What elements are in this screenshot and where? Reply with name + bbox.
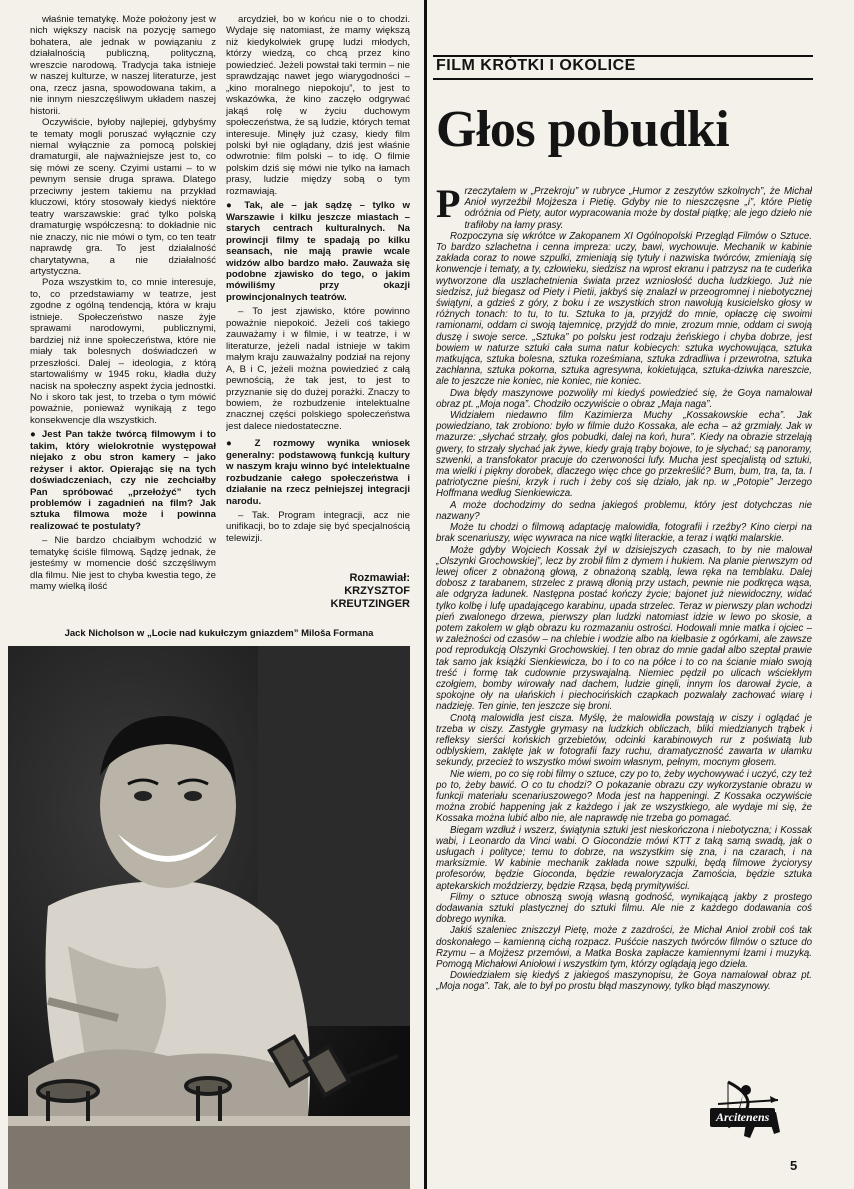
interview-answer — [226, 14, 410, 197]
logo-text: Arcitenens — [710, 1108, 775, 1127]
interview-answer — [30, 117, 216, 277]
paragraph-text: Jest Pan także twórcą filmowym i to takim, który wielokrotnie występował niejako z obu stron kamery – jako reżyser i aktor. Opierając się na tych doświadczeniach, czy nie zechciałby Pan spróbować „przełożyć” tych problemów i zagadnień na film? Jak sztuka filmowa może i powinna realizować te postulaty? — [30, 429, 216, 532]
article-paragraph: Nie wiem, po co się robi filmy o sztuce, czy po to, żeby wychowywać i uczyć, czy też po to, żeby bawić. O co tu chodzi? O pokazanie obrazu czy wykorzystanie obrazu w funkcji materiału scenariuszowego? Moda jest na happeningi. Z Kossaka oczywiście można zrobić happening jak z każdego i jak ze wszystkiego, ale wydaje mi się, że Kossaka można lubić albo nie, ale naprawdę nie trzeba go pomagać. — [436, 768, 812, 825]
interview-column-1 — [30, 14, 216, 614]
article-body — [436, 186, 812, 1046]
paragraph-text: – Tak. Program integracji, acz nie unifikacji, bo to zdaje się być specjalnością telewizji. — [226, 510, 410, 544]
interview-answer — [30, 277, 216, 426]
paragraph-text: Z rozmowy wynika wniosek generalny: podstawową funkcją kultury w naszym kraju winno być intelektualne rozbudzanie całego społeczeństwa i działanie na rzecz pełniejszej integracji narodu. — [226, 438, 410, 507]
interview-answer — [30, 14, 216, 117]
interview-question — [226, 200, 410, 303]
paragraph-text: – To jest zjawisko, które powinno poważnie niepokoić. Jeżeli coś takiego zauważamy i w filmie, i w teatrze, i w literaturze, jeżeli nadal istnieje w takim małym kraju zauważalny podział na rejony A, B i C, jeżeli można powiedzieć z całą pewnością, że tak jest, to jest to przyznanie się do dużej porażki. Znaczy to bowiem, że rozbudzenie intelektualne znacznej części polskiego społeczeństwa jest dalece niedostateczne. — [226, 306, 410, 432]
interview-question — [30, 429, 216, 532]
paragraph-text: – Nie bardzo chciałbym wchodzić w tematykę ściśle filmową. Sądzę jednak, że jesteśmy w momencie dość szczęśliwym dla filmu. Nie jest to chyba kwestia tego, że mamy wielką ilość — [30, 535, 216, 593]
article-headline: Głos pobudki — [436, 101, 730, 158]
lead-text: rzeczytałem w „Przekroju” w rubryce „Humor z zeszytów szkolnych”, że Michał Anioł wyrzeźbił Mojżesza i Pietię. Gdyby nie to nieszczęsne „i”, które Pietię odróżnia od Piety, autor wypracowania może by dostał piątkę; ale jego dzieło nie trafiłoby na łamy prasy. — [464, 186, 812, 231]
interview-answer — [30, 535, 216, 592]
article-paragraph: Może tu chodzi o filmową adaptację malowidła, fotografii i rzeźby? Kino cierpi na brak scenariuszy, więc wywraca na nice wątki literackie, a teraz i wątki malarskie. — [436, 522, 812, 545]
bullet-icon: ● — [226, 200, 245, 212]
signature-label: Rozmawiał: — [349, 572, 410, 584]
interviewer-signature — [270, 572, 410, 611]
paragraph-text: Oczywiście, byłoby najlepiej, gdybyśmy te tematy mogli poruszać wyłącznie czy niemal wyłącznie za pomocą polskiej dramaturgii, ale najważniejsze jest to, co się mówi ze sceny. Czyimi ustami – to w pewnym sensie druga sprawa. Dlatego przeciwny jestem takiemu na przykład kluczowi, który stosowały kiedyś niektóre teatry warszawskie: grać tylko polską dramaturgię współczesną: to dokładnie nic nie znaczy, nic nie mówi o tym, co ten teatr naprawdę gra. To jest działalność charytatywna, a nie działalność artystyczna. — [30, 117, 216, 277]
section-rule-bottom — [433, 78, 813, 80]
article-paragraph: Dwa błędy maszynowe pozwoliły mi kiedyś powiedzieć się, że Goya namalował obraz pt. „Moja noga”. Chodziło oczywiście o obraz „Maja naga”. — [436, 387, 812, 410]
article-paragraph: Biegam wzdłuż i wszerz, świątynia sztuki jest nieskończona i niebotyczna; i Kossak wabi, i Leonardo da Vinci wabi. O Giocondzie mówi KTT z taką samą swadą, jak o usługach i polityce; temu to dobrze, na wszystkim się zna, i na czarach, i na marksizmie. W kabinie mechanik zakłada nowe szpulki, będą filmowe życiorysy profesorów, będzie Gioconda, będzie rewaloryzacja Zamościa, będzie sztuka aptekarskich moździerzy, będzie Rząsa, będą prymitywiści. — [436, 824, 812, 892]
article-paragraph: Filmy o sztuce obnoszą swoją własną godność, wynikającą jakby z prostego dodawania sztuki plastycznej do sztuki filmu. Ale nie z każdego dodawania coś dobrego wynika. — [436, 891, 812, 926]
article-paragraph: Widziałem niedawno film Kazimierza Muchy „Kossakowskie echa”. Jak powiedziano, tak zrobiono: było w filmie dużo Kossaka, ale echa – aż grzmiały. Jak w mazurze: „słychać strzały, głos pobudki, dalej na koń, hura”. Kiedy na obrazie strzelają gwery, to strzały słychać jak żywe, kiedy grają trąby bojowe, to je słychać; są panoramy, szwenki, a transfokator pracuje do czerwoności lufy. Mucha jest specjalistą od sztuki, ma wielki i piękny dorobek, dlaczego więc chce go przekreślić? Bum, bum, tra, ta, ta. I patriotyczne pieśni, krzyk i ruch i żeby coś się działo, jak np. w „Potopie” Jerzego Hoffmana według Sienkiewicza. — [436, 410, 812, 500]
paragraph-text: właśnie tematykę. Może położony jest w nich większy nacisk na pozycję samego bohatera, ale jednak w powiązaniu z działalnością publiczną, polityczną, wreszcie narodową. Tradycja taka istnieje w naszej kulturze, w naszej literaturze, jest ona, rzecz jasna, spowodowana takim, a nie innym nieszczęśliwym układem naszej historii. — [30, 14, 216, 117]
article-paragraph: Dowiedziałem się kiedyś z jakiegoś maszynopisu, że Goya namalował obraz pt. „Moja noga”. Tak, ale to był po prostu błąd maszynowy, tylko błąd maszynowy. — [436, 970, 812, 993]
article-paragraph: Może gdyby Wojciech Kossak żył w dzisiejszych czasach, to by nie malował „Olszynki Grochowskiej”, lecz by zrobił film z dymem i hukiem. Na planie pierwszym od lewej oficer z obnażoną głową, z obnażoną szablą, lewa ręka na temblaku. Dalej dobosz z tarabanem, strzelec z prawą dłonią przy ustach, pewnie nie podkręca wąsa, ale odgryza ładunek. Następna postać kończy życie; bajonet już niewidoczny, widać tylko kolbę i lufę upadającego karabinu, upada strzelec. Teraz w pierwszy plan wchodzi pień zwalonego drzewa, pierwszy plan ludzki natomiast idzie w lewo po skosie, a potem zakolem w głąb obrazu ku rozmazaniu ostrości. Hodowali mnie matka i ojciec – w zależności od czasów – na chlebie i wodzie albo na kiełbasie z ogórkami, ale zawsze pod reprodukcją Olszynki Grochowskiej. I ten obraz do mnie gadał albo szeptał prawie tak samo jak książki Sienkiewicza, bo i to co na półce i to co na ścianie miało swoją treść i formę tak cudownie przyswajalną. Niemiec pędził po ulicach wściekłym czołgiem, bomby wirowały nad dachem, ludzie ginęli, innym los darował życie, a spokojne oły na ułańskich i piechocińskich czapkach pozwalały zachować wiarę i nadzieję. Ten ginie, ten jeszcze się broni. — [436, 544, 812, 713]
article-paragraph: A może dochodzimy do sedna jakiegoś problemu, który jest dotychczas nie nazwany? — [436, 499, 812, 522]
bullet-icon: ● — [226, 438, 255, 450]
bullet-icon: ● — [30, 429, 42, 441]
interview-answer — [226, 306, 410, 432]
interview-answer — [226, 510, 410, 544]
article-paragraph: Rozpoczyna się wkrótce w Zakopanem XI Ogólnopolski Przegląd Filmów o Sztuce. To bardzo szlachetna i cenna impreza: uczy, bawi, wychowuje. Mechanik w kabinie zakłada coraz to nowe szpulki, zmieniają się tytuły i nazwiska twórców, zmieniają się konwencje i tematy, a ty, człowieku, siedzisz na wprost ekranu i patrzysz na te cudeńka wytworzone dla uszlachetnienia świata przez wzniosłość ducha ludzkiego. Już nie siedzisz, już biegasz od Piety i Pietii, jakbyś się znalazł w przeogromnej i niebotycznej świątyni, a gdzieś z góry, z boku i ze wszystkich stron nawołują kusicielsko głosy w różnych tonach: to tu, to tu. Sztuka to ja, przyjdź do mnie, opłaczę cię swoimi ramionami, oddam ci swoją tajemnicę, przyjdź do mnie, zrozum mnie, oddam ci swoją duszę i swoje serce. „Sztuka” po polsku jest rodzaju żeńskiego i chyba dobrze, jest bowiem w naturze sztuki cała suma natur kobiecych: sztuka wychowująca, sztuka matkująca, sztuka bolesna, sztuka roześmiana, sztuka zdradliwa i przewrotna, sztuka zachłanna, sztuka pokorna, sztuka agresywna, kokietująca, sztuka-dziwka nareszcie, ale to jeszcze nie koniec, nie koniec, nie koniec. — [436, 230, 812, 388]
signature-name: KRZYSZTOF KREUTZINGER — [330, 585, 410, 610]
film-still-photo — [8, 646, 410, 1189]
photo-caption: Jack Nicholson w „Locie nad kukułczym gniazdem” Miloša Formana — [64, 628, 374, 639]
section-title: FILM KRÓTKI I OKOLICE — [436, 57, 636, 74]
page-number: 5 — [790, 1158, 798, 1173]
paragraph-text: Poza wszystkim to, co mnie interesuje, to, co przedstawiamy w teatrze, jest zgodne z ogólną tendencją, która w kraju istnieje. Społeczeństwo nasze żyje sprawami narodowymi, publicznymi, bardziej niż inne społeczeństwa, które nie miały tak bolesnych doświadczeń w przeszłości. Dalej – ideologia, z którą startowaliśmy w 1945 roku, kładła duży nacisk na społeczny aspekt życia jednostki. No i skoro tak jest, to trzeba o tym mówić poważnie, ponieważ wynikają z tego konsekwencje dla wszystkich. — [30, 277, 216, 426]
drop-cap: P — [436, 186, 461, 226]
column-divider — [424, 0, 427, 1189]
article-paragraph: Jakiś szaleniec zniszczył Pietę, może z zazdrości, że Michał Anioł zrobił coś tak doskonałego – kamienną cichą rozpacz. Puśćcie naszych twórców filmów o sztuce do Rzymu – a Mojżesz przemówi, a Matka Boska zapłacze kamiennymi łzami i muzyką. Pomogą Michałowi Aniołowi i wszystkim tym, którzy oglądają jego dzieła. — [436, 925, 812, 971]
interview-column-2 — [226, 14, 410, 574]
interview-question — [226, 438, 410, 507]
paragraph-text: Tak, ale – jak sądzę – tylko w Warszawie i kilku jeszcze miastach – starych centrach kulturalnych. Na prowincji filmy te spadają po kilku seansach, nie mają prawie wcale widzów albo bardzo mało. Zauważa się podobne zjawisko do tego, o jakim mówiliśmy przy okazji prowincjonalnych teatrów. — [226, 200, 410, 303]
arcitenens-logo — [698, 1072, 798, 1152]
article-lead-paragraph — [436, 186, 812, 231]
paragraph-text: arcydzieł, bo w końcu nie o to chodzi. Wydaje się natomiast, że mamy większą niż kiedykolwiek grupę ludzi młodych, którzy wiedzą, co chcą przez kino powiedzieć. Jeżeli powstał taki termin – nie sprawdzając nawet jego wiarygodności – „kino moralnego niepokoju”, to jest to wskazówka, że kino zaczęło odgrywać jakąś rolę w życiu duchowym społeczeństwa, że są ludzie, których temat interesuje. Minęły już czasy, kiedy film polski był nie oglądany, dziś jest właśnie odwrotnie: film polski – to idę. O filmie polskim dziś się mówi nie tylko na łamach prasy, ludzie między sobą o tym rozmawiają. — [226, 14, 410, 197]
article-paragraph: Cnotą malowidła jest cisza. Myślę, że malowidła powstają w ciszy i oglądać je trzeba w ciszy. Zastygłe grymasy na ludzkich obliczach, bliki miedzianych trąbek i refleksy sierści końskich grzebietów, odcinki karabinowych rur z poświatą lub odblyskiem, zaklęte jak w fotografii fazy ruchu, dramatyczność zawarta w ułamku sekundy, przecież to wszystko mówi swoim własnym, pełnym, mocnym głosem. — [436, 712, 812, 769]
